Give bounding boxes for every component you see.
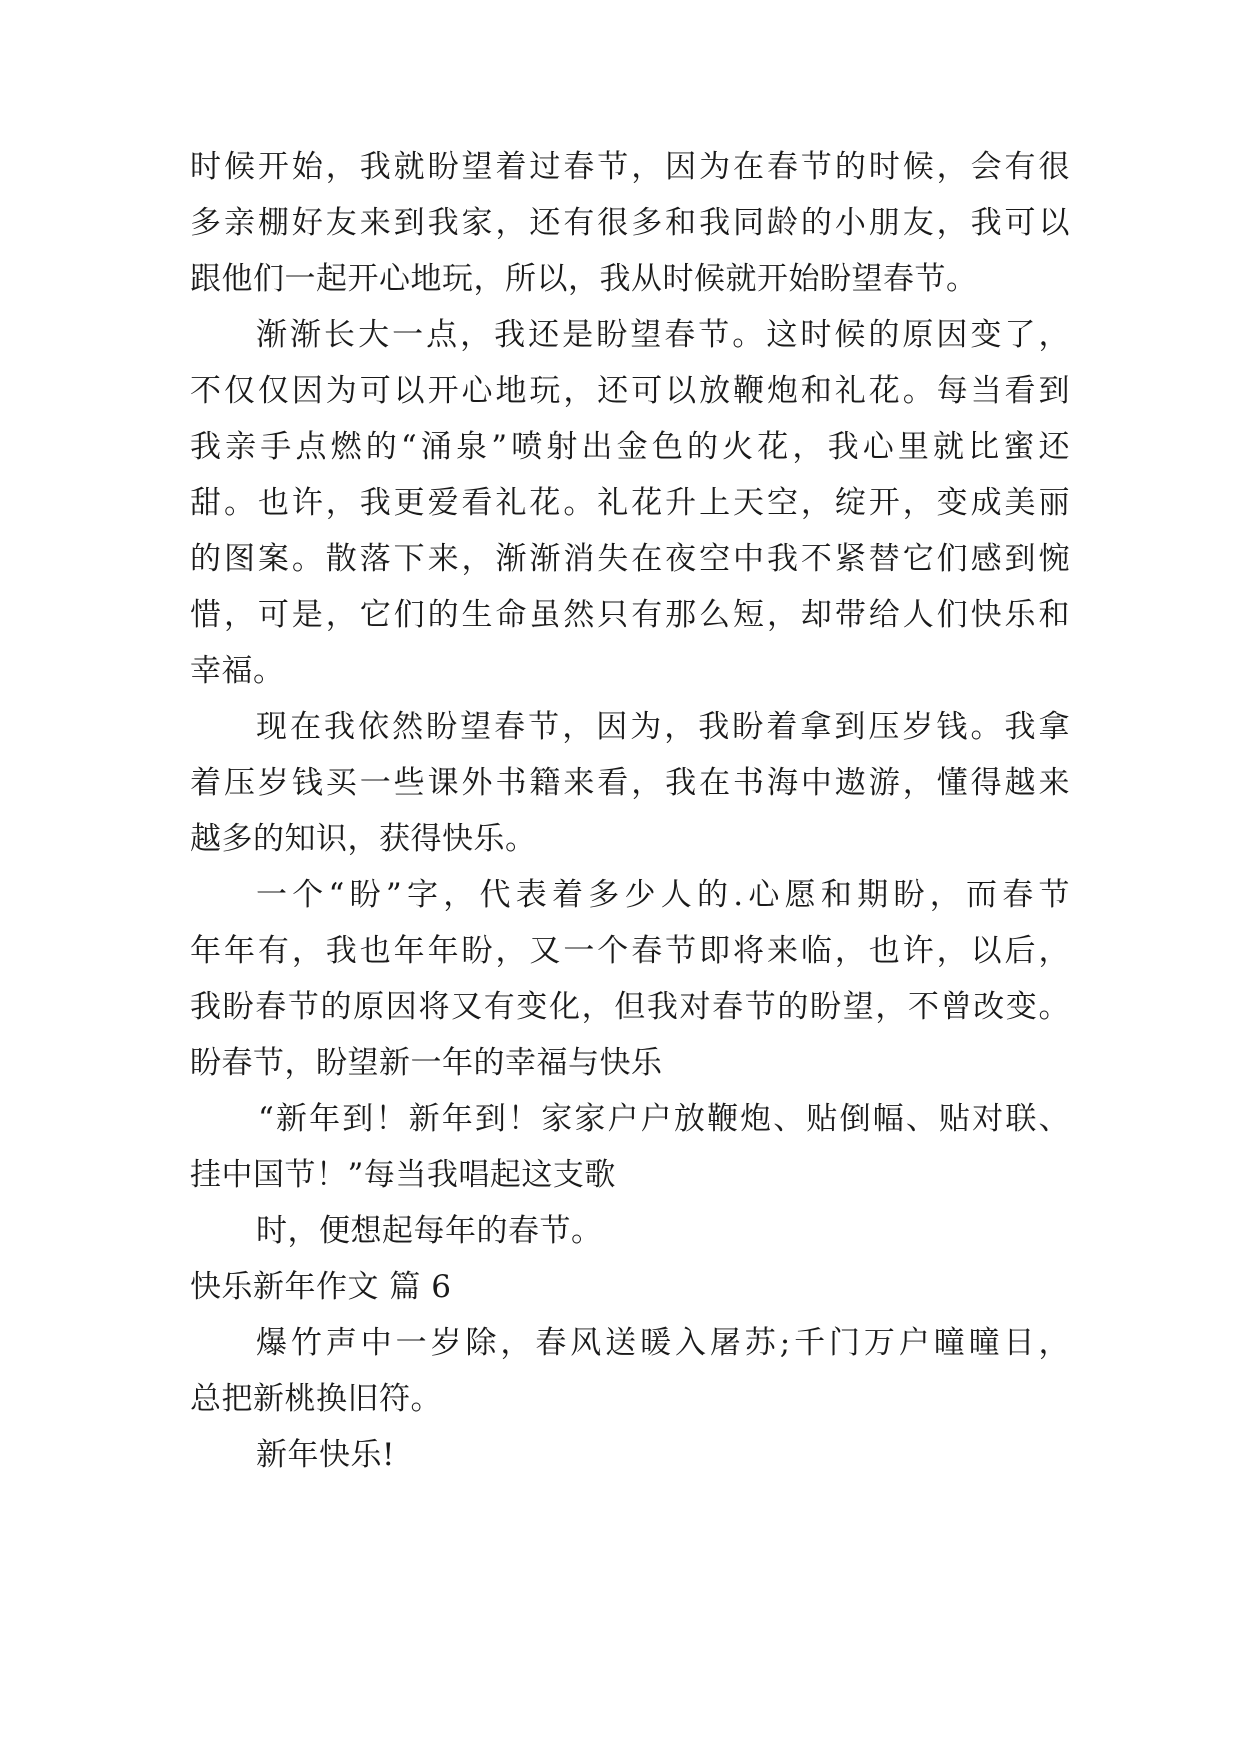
paragraph-line: 多亲棚好友来到我家，还有很多和我同龄的小朋友，我可以: [190, 205, 1070, 241]
paragraph-line: 爆竹声中一岁除，春风送暖入屠苏;千门万户曈曈日，: [256, 1325, 1070, 1361]
paragraph-line: 越多的知识，获得快乐。: [190, 821, 537, 857]
paragraph-line: 我盼春节的原因将又有变化，但我对春节的盼望，不曾改变。: [190, 989, 1070, 1025]
paragraph-line: 一个“盼”字，代表着多少人的.心愿和期盼，而春节: [256, 877, 1070, 913]
paragraph-line: 总把新桃换旧符。: [190, 1381, 442, 1417]
paragraph-line: 新年快乐!: [256, 1437, 395, 1473]
section-heading: 快乐新年作文 篇 6: [190, 1269, 452, 1305]
paragraph-line: 时候开始，我就盼望着过春节，因为在春节的时候，会有很: [190, 149, 1070, 185]
paragraph-line: 幸福。: [190, 653, 285, 689]
paragraph-line: 不仅仅因为可以开心地玩，还可以放鞭炮和礼花。每当看到: [190, 373, 1070, 409]
paragraph-line: 着压岁钱买一些课外书籍来看，我在书海中遨游，懂得越来: [190, 765, 1070, 801]
paragraph-line: 我亲手点燃的“涌泉”喷射出金色的火花，我心里就比蜜还: [190, 429, 1070, 465]
paragraph-line: “新年到！新年到！家家户户放鞭炮、贴倒幅、贴对联、: [258, 1101, 1070, 1137]
paragraph-line: 时，便想起每年的春节。: [256, 1213, 603, 1249]
paragraph-line: 跟他们一起开心地玩，所以，我从时候就开始盼望春节。: [190, 261, 978, 297]
paragraph-line: 的图案。散落下来，渐渐消失在夜空中我不紧替它们感到惋: [190, 541, 1070, 577]
section-subtitle: 盼春节，盼望新一年的幸福与快乐: [190, 1045, 663, 1081]
paragraph-line: 挂中国节！”每当我唱起这支歌: [190, 1157, 616, 1193]
paragraph-line: 渐渐长大一点，我还是盼望春节。这时候的原因变了，: [256, 317, 1070, 353]
paragraph-line: 甜。也许，我更爱看礼花。礼花升上天空，绽开，变成美丽: [190, 485, 1070, 521]
paragraph-line: 惜，可是，它们的生命虽然只有那么短，却带给人们快乐和: [190, 597, 1070, 633]
paragraph-line: 年年有，我也年年盼，又一个春节即将来临，也许，以后，: [190, 933, 1070, 969]
paragraph-line: 现在我依然盼望春节，因为，我盼着拿到压岁钱。我拿: [256, 709, 1070, 745]
